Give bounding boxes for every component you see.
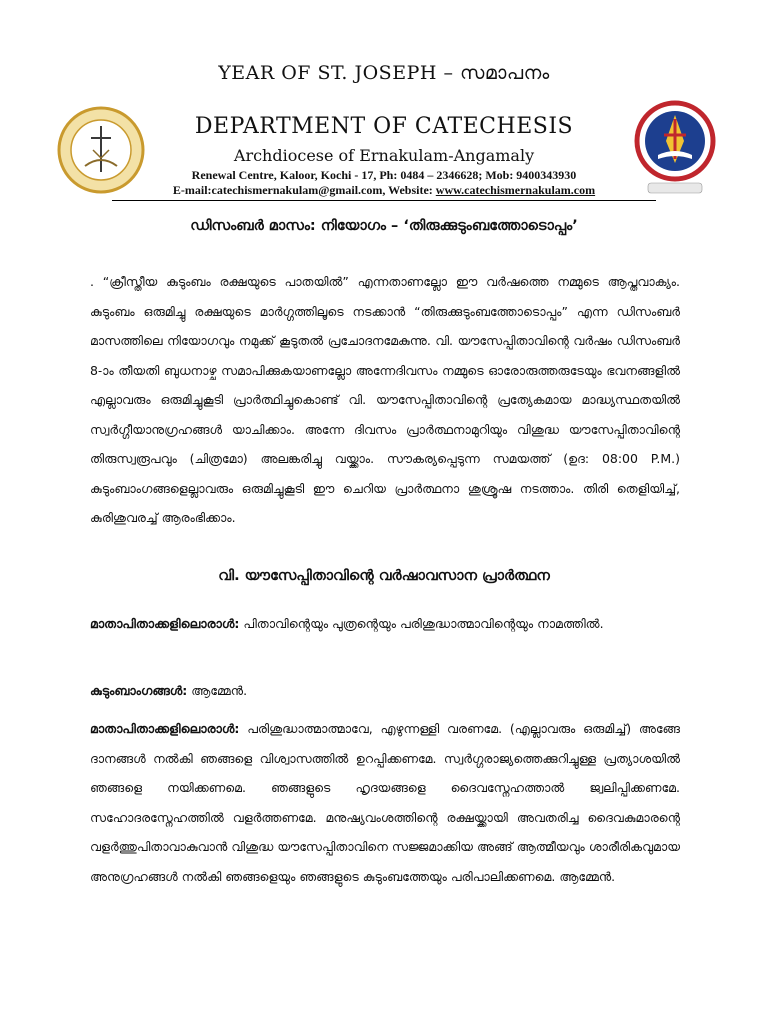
prayer-line	[90, 676, 680, 706]
prayer-line	[90, 609, 680, 639]
website-link[interactable]: www.catechismernakulam.com	[435, 183, 596, 197]
prayer-speaker: മാതാപിതാക്കളിലൊരാൾ:	[90, 721, 240, 736]
department-title: DEPARTMENT OF CATECHESIS	[194, 114, 574, 139]
header-divider	[112, 200, 656, 201]
year-heading: YEAR OF ST. JOSEPH – സമാപനം	[218, 62, 550, 84]
prayer-line	[90, 714, 680, 891]
intro-paragraph: . “ക്രീസ്തീയ കുടുംബം രക്ഷയുടെ പാതയിൽ” എന്നതാണല്ലോ ഈ വർഷത്തെ നമ്മുടെ ആപ്തവാക്യം. കുടുംബം ഒരുമിച്ചു രക്ഷയുടെ മാർഗ്ഗത്തിലൂടെ നടക്കാൻ “തിരുക്കുടുംബത്തോടൊപ്പം” എന്ന ഡിസംബർ മാസത്തിലെ നിയോഗവും നമുക്ക് കൂടുതൽ പ്രചോദനമേകുന്നു. വി. യൗസേപ്പിതാവിന്റെ വർഷം ഡിസംബർ 8-ാം തീയതി ബുധനാഴ്ച സമാപിക്കുകയാണല്ലോ അന്നേദിവസം നമ്മുടെ ഓരോരുത്തരുടേയും ഭവനങ്ങളിൽ എല്ലാവരും ഒരുമിച്ചുകൂടി പ്രാർത്ഥിച്ചുകൊണ്ട് വി. യൗസേപ്പിതാവിന്റെ പ്രത്യേകമായ മാദ്ധ്യസ്ഥതയിൽ സ്വർഗ്ഗീയാനുഗ്രഹങ്ങൾ യാചിക്കാം. അന്നേ ദിവസം പ്രാർത്ഥനാമുറിയും വിശുദ്ധ യൗസേപ്പിതാവിന്റെ തിരുസ്വരൂപവും (ചിത്രമോ) അലങ്കരിച്ചു വയ്ക്കാം. സൗകര്യപ്പെടുന്ന സമയത്ത് (ഉദ: 08:00 P.M.) കുടുംബാംഗങ്ങളെല്ലാവരും ഒരുമിച്ചുകൂടി ഈ ചെറിയ പ്രാർത്ഥനാ ശുശ്രൂഷ നടത്താം. തിരി തെളിയിച്ച്, കുരിശുവരച്ച് ആരംഭിക്കാം.	[90, 274, 680, 525]
prayer-text: പരിശുദ്ധാത്മാത്മാവേ, എഴുന്നള്ളി വരണമേ. (എല്ലാവരും ഒരുമിച്ച്) അങ്ങേ ദാനങ്ങൾ നൽകി ഞങ്ങളെ വിശ്വാസത്തിൽ ഉറപ്പിക്കണമേ. സ്വർഗ്ഗരാജ്യത്തെക്കുറിച്ചുള്ള പ്രത്യാശയിൽ ഞങ്ങളെ നയിക്കണമെ. ഞങ്ങളുടെ ഹൃദയങ്ങളെ ദൈവസ്നേഹത്താൽ ജ്വലിപ്പിക്കണമേ. സഹോദരസ്നേഹത്തിൽ വളർത്തണമേ. മനുഷ്യവംശത്തിന്റെ രക്ഷയ്ക്കായി അവതരിച്ച ദൈവകുമാരന്റെ വളർത്തുപിതാവാകുവാൻ വിശുദ്ധ യൗസേപ്പിതാവിനെ സജ്ജമാക്കിയ അങ്ങ് ആത്മീയവും ശാരീരികവുമായ അനുഗ്രഹങ്ങൾ നൽകി ഞങ്ങളെയും ഞങ്ങളുടെ കുടുംബത്തേയും പരിപാലിക്കണമെ. ആമ്മേൻ.	[90, 721, 680, 884]
prayer-speaker: കുടുംബാംഗങ്ങൾ:	[90, 683, 188, 698]
contact-line	[0, 183, 768, 198]
prayer-text: പിതാവിന്റെയും പുത്രന്റെയും പരിശുദ്ധാത്മാവിന്റെയും നാമത്തിൽ.	[239, 616, 604, 631]
archdiocese-subtitle: Archdiocese of Ernakulam-Angamaly	[233, 146, 535, 165]
prayer-title: വി. യൗസേപ്പിതാവിന്റെ വർഷാവസാന പ്രാർത്ഥന	[218, 568, 550, 584]
subject-heading: ഡിസംബർ മാസം: നിയോഗം – ‘തിരുക്കുടുംബത്തോടൊപ്പം’	[190, 218, 578, 234]
prayer-text: ആമ്മേൻ.	[187, 683, 248, 698]
prayer-speaker: മാതാപിതാക്കളിലൊരാൾ:	[90, 616, 240, 631]
address-line: Renewal Centre, Kaloor, Kochi - 17, Ph: 0484 – 2346628; Mob: 9400343930	[191, 168, 577, 182]
email-text: E-mail:catechismernakulam@gmail.com, Website:	[172, 183, 436, 197]
